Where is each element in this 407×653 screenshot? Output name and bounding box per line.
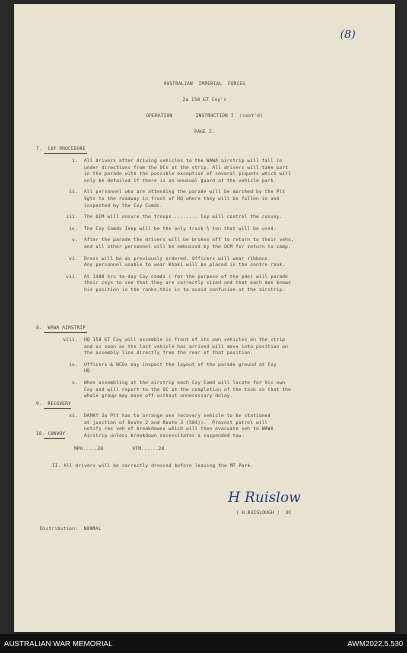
item-text-line: in the parade with the possible exception of several piquets which will	[84, 172, 292, 178]
item-text-line: at junction of Route 2 and Route 3 (504)). Provost patrol will	[84, 420, 268, 426]
final-item: II. All drivers will be correctly dressed before leaving the MT Park.	[52, 464, 254, 469]
heading-underline	[44, 153, 87, 154]
item-text-line: HQ 158 GT Coy will assemble in front of its own vehicles on the strip	[84, 338, 286, 343]
item-text-line: whole group may move off without unnecessary delay.	[84, 394, 233, 400]
item-number: v.	[72, 238, 78, 244]
item-text-line: Any personnel unable to wear Khaki will be placed in the centre rank.	[84, 263, 286, 269]
item-text-line: The OCM will ensure the troops......... Coy will control the convoy.	[84, 215, 283, 221]
item-number: iv.	[69, 226, 78, 232]
footer-accession: AWM2022.5.530	[347, 639, 403, 648]
item-text-line: Coy and will report to the OC at the completion of the task so that the	[84, 387, 292, 393]
item-number: ii.	[69, 190, 78, 196]
item-number: vii.	[66, 274, 78, 280]
section-heading: 10. CONVOY	[36, 432, 66, 437]
footer-source: AUSTRALIAN WAR MEMORIAL	[4, 639, 113, 648]
item-text-line: Airstrip unless breakdown necessitates a suspended tow.	[84, 433, 245, 439]
item-text-line: inspected by the Coy Comds.	[84, 203, 163, 209]
item-text-line: Sgts to the roadway in front of HQ where they will be fallen in and	[84, 197, 280, 202]
item-text-line: The Coy Comds Jeep will be the only truck ½ ton that will be used.	[84, 226, 277, 232]
footer-bar	[0, 634, 407, 653]
section-heading: 8. WAWA AIRSTRIP	[36, 326, 86, 331]
item-text-line: At 1400 hrs to-day Coy comds ( for the purpose of the pde) will parade	[84, 274, 289, 280]
doc-operation: OPERATION INSTRUCTION I (cont'd)	[146, 114, 263, 119]
item-text-line: under directions from the OCs at the strip. All drivers will take part	[84, 165, 289, 171]
item-number: ix.	[69, 362, 78, 368]
item-text-line: his position in the ranks,this is to avoid confusion at the airstrip.	[84, 288, 286, 293]
handwritten-page-number: (8)	[340, 28, 356, 41]
heading-underline	[44, 438, 65, 439]
signature: H Ruislow	[228, 490, 301, 506]
item-text-line: and all other personnel will be embussed by the OCM for return to camp.	[84, 245, 292, 250]
signatory: ( H.RUISLOUGH ) OC	[236, 511, 292, 516]
item-text-line: All drivers after driving vehicles to the WAWA airstrip will fall in	[84, 159, 283, 164]
item-text-line: and as soon as the last vehicle has arrived will move into position on	[84, 344, 289, 350]
distribution: Distribution: NORMAL	[40, 527, 102, 532]
item-text-line: After the parade the drivers will be broken off to return to their vehs,	[84, 238, 294, 244]
item-text-line: the assembly line directly from the rear of that position.	[84, 351, 254, 357]
item-text-line: Dress will be as previously ordered. Officers will wear ribbons.	[84, 256, 271, 262]
section-heading: 9. RECOVERY	[36, 402, 71, 407]
section-heading: 7. COY PROCEDURE	[36, 147, 86, 152]
doc-title: AUSTRALIAN IMPERIAL FORCES	[163, 82, 246, 87]
item-number: vi.	[69, 256, 78, 262]
doc-unit: 2a 158 GT Coy's	[182, 98, 227, 103]
convoy-line: MPH.....20 VTM......20	[74, 447, 165, 452]
item-number: iii.	[66, 215, 78, 221]
item-number: i.	[72, 159, 78, 164]
item-text-line: their coys to see that they are correctly sized and that each man knows	[84, 281, 292, 287]
heading-underline	[44, 408, 71, 409]
item-text-line: When assembling at the airstrip each Coy Comd will locate for his own	[84, 381, 286, 386]
item-number: x.	[72, 381, 78, 386]
document-page	[14, 4, 395, 632]
heading-underline	[44, 332, 87, 333]
item-text-line: Officers & NCOs may inspect the layout of the parade ground at Coy	[84, 362, 277, 368]
item-number: viii.	[63, 338, 78, 343]
item-text-line: notify rec veh of breakdowns which will then evacuate veh to WAWA	[84, 427, 274, 433]
item-text-line: All personnel who are attending the parade will be marched by the Plt	[84, 190, 286, 196]
item-text-line: DAMAY 3a Plt has to arrange one recovery vehicle to be stationed	[84, 414, 271, 419]
item-text-line: only be detailed if there is an unusual guard at the vehicle park.	[84, 178, 277, 184]
item-text-line: HQ	[84, 369, 90, 375]
item-number: xi.	[69, 414, 78, 419]
doc-page-label: PAGE 2.	[194, 130, 215, 135]
